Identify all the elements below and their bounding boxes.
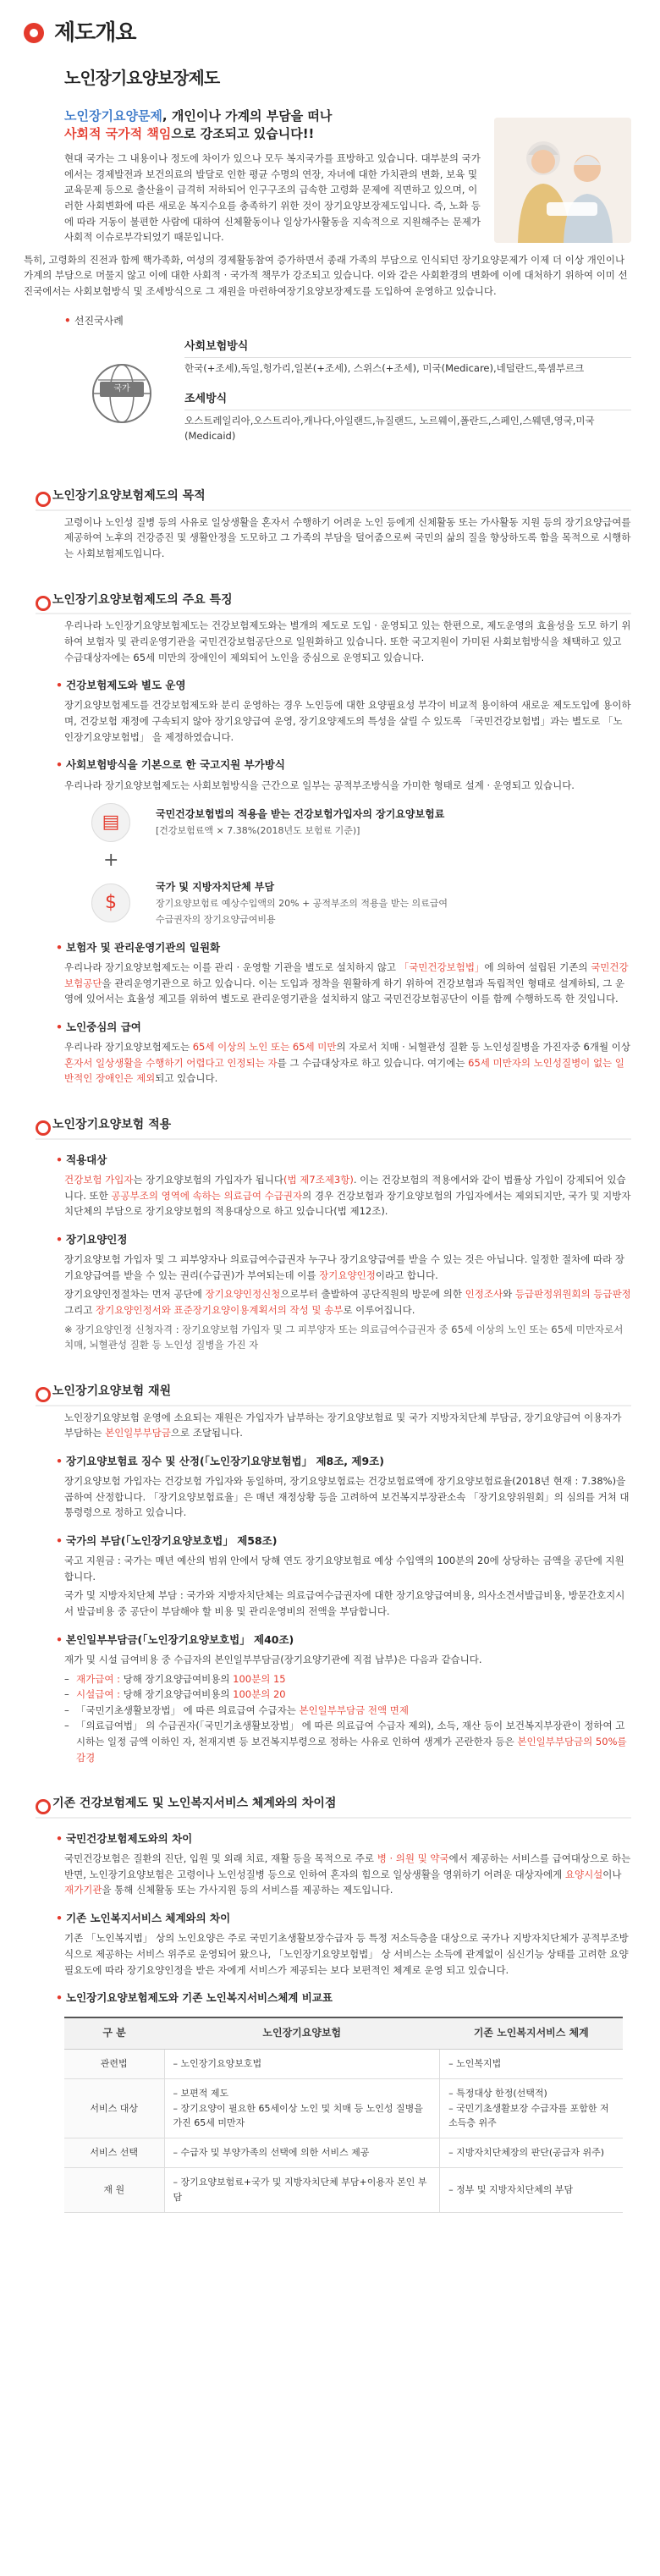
table-cell: 서비스 대상 [64, 2078, 164, 2138]
subsection-heading: • 장기요양보험료 징수 및 산정(「노인장기요양보험법」 제8조, 제9조) [56, 1454, 384, 1467]
cell-line: – 노인복지법 [448, 2057, 502, 2069]
list-item: – 시설급여 : 당해 장기요양급여비용의 100분의 20 [64, 1687, 631, 1703]
subsection-heading: • 노인중심의 급여 [56, 1020, 141, 1033]
funding-formula: ▤ 국민건강보험법의 적용을 받는 건강보험가입자의 장기요양보험료 [건강보험료액 × 7.38%(2018년도 보험료 기준)] + $ 국가 및 지방자치단체 부담 장기요양보험료 예상수입액의 20% + 공적부조의 적용을 받는 의료급여 수급권자의 장기요양급여비용 [91, 803, 631, 927]
features-section: 노인장기요양보험제도의 주요 특징 우리나라 노인장기요양보험제도는 건강보험제도와는 별개의 제도로 도입 · 운영되고 있는 한편으로, 제도운영의 효율성을 도모 하기 위하여 보험자 및 관리운영기관을 국민건강보험공단으로 일원화하고 있습니다. 또한 국고지원이 가미된 사회보험방식을 채택하고 있고 수급대상자에는 65세 미만의 장애인이 제외되어 노인을 중심으로 운영되고 있습니다. • 건강보험제도와 별도 운영 장기요양보험제도를 건강보험제도와 분리 운영하는 경우 노인등에 대한 요양필요성 부각이 비교적 용이하여 새로운 제도도입에 용이하며, 건강보험 재정에 구속되지 않아 장기요양급여 운영, 장기요양제도의 특성을 살릴 수 있도록 「국민건강보험법」과는 별도로 「노인장기요양보험법」 을 제정하였습니다. • 사회보험방식을 기본으로 한 국고지원 부가방식 우리나라 장기요양보험제도는 사회보험방식을 근간으로 일부는 공적부조방식을 가미한 형태로 설계 · 운영되고 있습니다. ▤ 국민건강보험법의 적용을 받는 건강보험가입자의 장기요양보험료 [건강보험료액 × 7.38%(2018년도 보험료 기준)] + $ 국가 및 지방자치단체 부담 장기요양보험료 예상수입액의 20% + 공적부조의 적용을 받는 의료급여 수급권자의 장기요양급여비용 • 보험자 및 관리운영기관의 일원화 우리나라 장기요양보험제도는 이를 관리 · 운영할 기관을 별도로 설치하지 않고 「국민건강보험법」에 의하여 설립된 기존의 국민건강보험공단을 관리운영기관으로 하고 있습니다. 이는 도입과 정착을 원활하게 하기 위하여 건강보험과 독립적인 형태로 설계하되, 그 운영에 있어서는 효율성 제고를 위하여 별도로 관리운영기관을 설치하지 않고 국민건강보험공단이 이를 함께 수행하도록 한 것입니다. • 노인중심의 급여 우리나라 장기요양보험제도는 65세 이상의 노인 또는 65세 미만의 자로서 치매 · 뇌혈관성 질환 등 노인성질병을 가진자중 6개월 이상 혼자서 일상생활을 수행하기 어렵다고 인정되는 자를 그 수급대상자로 하고 있습니다. 여기에는 65세 미만자의 노인성질병이 없는 일반적인 장애인은 제외되고 있습니다. [24, 591, 631, 1087]
table-cell [164, 2167, 440, 2212]
list-item: – 「국민기초생활보장법」 에 따른 의료급여 수급자는 본인일부부담금 전액 면제 [64, 1703, 631, 1719]
cell-line: – 노인장기요양보호법 [173, 2057, 262, 2069]
intro-block [64, 101, 631, 245]
cell-line: – 정부 및 지방자치단체의 부담 [448, 2183, 574, 2195]
target-icon [24, 23, 44, 43]
cell-line: – 장기요양이 필요한 65세이상 노인 및 치매 등 노인성 질병을 가진 65세 미만자 [173, 2102, 423, 2129]
table-header: 기존 노인복지서비스 체계 [440, 2017, 623, 2049]
page-title: 제도개요 [54, 20, 136, 46]
intro-paragraph-2: 특히, 고령화의 진전과 함께 핵가족화, 여성의 경제활동참여 증가하면서 종래 가족의 부담으로 인식되던 장기요양문제가 이제 더 이상 개인이나 가계의 부담으로 머물지 않고 이에 대한 사회적 · 국가적 책무가 강조되고 있습니다. 이와 같은 사회환경의 변화에 이에 대처하기 위하여 이미 선진국에서는 사회보험방식 및 조세방식으로 그 재원을 마련하여장기요양보장제도를 도입하여 운영하고 있습니다. [24, 253, 628, 297]
cell-line: – 지방자치단체장의 판단(공급자 위주) [448, 2147, 605, 2159]
section-heading: 노인장기요양보험제도의 목적 [36, 487, 631, 511]
table-header: 노인장기요양보험 [164, 2017, 440, 2049]
globe-caption: 국가 [100, 382, 144, 397]
cell-line: – 특정대상 한정(선택적) [448, 2087, 547, 2099]
tax-mode: 조세방식 오스트레일리아,오스트리아,캐나다,아일랜드,뉴질랜드, 노르웨이,폴란드,스페인,스웨덴,영국,미국(Medicaid) [184, 390, 631, 444]
apply-section: 노인장기요양보험 적용 • 적용대상 건강보험 가입자는 장기요양보험의 가입자가 됩니다(법 제7조제3항). 이는 건강보험의 적용에서와 같이 법률상 가입이 강제되어 있습니다. 또한 공공부조의 영역에 속하는 의료급여 수급권자의 경우 건강보험과 장기요양보험의 가입자에서는 제외되지만, 국가 및 지방자치단체의 부담으로 장기요양보험의 적용대상으로 하고 있습니다(법 제12조). • 장기요양인정 장기요양보험 가입자 및 그 피부양자나 의료급여수급권자 누구나 장기요양급여를 받을 수 있는 것은 아닙니다. 일정한 절차에 따라 장기요양급여를 받을 수 있는 권리(수급권)가 부여되는데 이를 장기요양인정이라고 합니다. 장기요양인정절차는 먼저 공단에 장기요양인정신청으로부터 출발하여 공단직원의 방문에 의한 인정조사와 등급판정위원회의 등급판정 그리고 장기요양인정서와 표준장기요양이용계획서의 작성 및 송부로 이루어집니다. ※ 장기요양인정 신청자격 : 장기요양보험 가입자 및 그 피부양자 또는 의료급여수급권자 중 65세 이상의 노인 또는 65세 미만자로서 치매, 뇌혈관성 질환 등 노인성 질병을 가진 자 [24, 1115, 631, 1353]
purpose-section: 노인장기요양보험제도의 목적 고령이나 노인성 질병 등의 사유로 일상생활을 혼자서 수행하기 어려운 노인 등에게 신체활동 또는 가사활동 지원 등의 장기요양급여를 제공하여 노후의 건강증진 및 생활안정을 도모하고 그 가족의 부담을 덜어줌으로써 국민의 삶의 질을 향상하도록 함을 목적으로 시행하는 사회보험제도입니다. [24, 487, 631, 562]
plus-sign: + [103, 850, 119, 872]
intro-title: 노인장기요양보장제도 [64, 68, 220, 89]
copay-list [64, 1671, 631, 1766]
subsection-heading: • 사회보험방식을 기본으로 한 국고지원 부가방식 [56, 758, 285, 772]
subsection-heading: • 적용대상 [56, 1153, 107, 1166]
table-row [64, 2167, 623, 2212]
table-cell: 서비스 선택 [64, 2138, 164, 2168]
subsection-heading: • 국민건강보험제도와의 차이 [56, 1831, 193, 1845]
table-cell [440, 2049, 623, 2078]
section-heading: 노인장기요양보험제도의 주요 특징 [36, 591, 631, 615]
table-cell: 관련법 [64, 2049, 164, 2078]
section-heading: 노인장기요양보험 재원 [36, 1382, 631, 1406]
subsection-heading: • 기존 노인복지서비스 체계와의 차이 [56, 1912, 231, 1925]
table-cell [440, 2138, 623, 2168]
cell-line: – 장기요양보험료+국가 및 지방자치단체 부담+이용자 본인 부담 [173, 2176, 427, 2203]
cell-line: – 보편적 제도 [173, 2087, 229, 2099]
list-item: – 「의료급여법」 의 수급권자(「국민기초생활보장법」 에 따른 의료급여 수급자 제외), 소득, 재산 등이 보건복지부장관이 정하여 고시하는 일정 금액 이하인 자, 천재지변 등 보건복지부령으로 정하는 사유로 인하여 생계가 곤란한자 등은 본인일부부담금의 50%를 감경 [64, 1718, 631, 1765]
table-row [64, 2078, 623, 2138]
finance-section: 노인장기요양보험 재원 노인장기요양보험 운영에 소요되는 재원은 가입자가 납부하는 장기요양보험료 및 국가 지방자치단체 부담금, 장기요양급여 이용자가 부담하는 본인일부부담금으로 조달됩니다. • 장기요양보험료 징수 및 산정(「노인장기요양보험법」 제8조, 제9조) 장기요양보험 가입자는 건강보험 가입자와 동일하며, 장기요양보험료는 건강보험료액에 장기요양보험료율(2018년 현재 : 7.38%)을 곱하여 산정합니다. 「장기요양보험료율」은 매년 재정상황 등을 고려하여 보건복지부장관소속 「장기요양위원회」의 심의를 거쳐 대통령령으로 정하고 있습니다. • 국가의 부담(「노인장기요양보호법」 제58조) 국고 지원금 : 국가는 매년 예산의 범위 안에서 당해 연도 장기요양보험료 예상 수입액의 100분의 20에 상당하는 금액을 공단에 지원합니다. 국가 및 지방자치단체 부담 : 국가와 지방자치단체는 의료급여수급권자에 대한 장기요양급여비용, 의사소견서발급비용, 방문간호지시서 발급비용 중 공단이 부담해야 할 비용 및 관리운영비의 전액을 부담합니다. • 본인일부부담금(「노인장기요양보호법」 제40조) 재가 및 시설 급여비용 중 수급자의 본인일부부담금(장기요양기관에 직접 납부)은 다음과 같습니다. – 재가급여 : 당해 장기요양급여비용의 100분의 15 – 시설급여 : 당해 장기요양급여비용의 100분의 20 – 「국민기초생활보장법」 에 따른 의료급여 수급자는 본인일부부담금 전액 면제 – 「의료급여법」 의 수급권자(「국민기초생활보장법」 에 따른 의료급여 수급자 제외), 소득, 재산 등이 보건복지부장관이 정하여 고시하는 일정 금액 이하인 자, 천재지변 등 보건복지부령으로 정하는 사유로 인하여 생계가 곤란한자 등은 본인일부부담금의 50%를 감경 [24, 1382, 631, 1765]
advanced-cases [91, 338, 631, 458]
table-cell: 재 원 [64, 2167, 164, 2212]
table-cell [440, 2167, 623, 2212]
section-heading: 기존 건강보험제도 및 노인복지서비스 체계와의 차이점 [36, 1794, 631, 1819]
subsection-heading: • 국가의 부담(「노인장기요양보호법」 제58조) [56, 1533, 278, 1547]
subsection-heading: • 노인장기요양보험제도와 기존 노인복지서비스체계 비교표 [56, 1991, 333, 2005]
list-item: – 재가급여 : 당해 장기요양급여비용의 100분의 15 [64, 1671, 631, 1687]
table-cell [164, 2138, 440, 2168]
table-row [64, 2138, 623, 2168]
document-icon: ▤ [91, 803, 130, 842]
cell-line: – 국민기초생활보장 수급자를 포함한 저소득층 위주 [448, 2102, 609, 2129]
table-cell [164, 2049, 440, 2078]
compare-section: 기존 건강보험제도 및 노인복지서비스 체계와의 차이점 • 국민건강보험제도와의 차이 국민건강보험은 질환의 진단, 입원 및 외래 치료, 재활 등을 목적으로 주로 병 · 의원 및 약국에서 제공하는 서비스를 급여대상으로 하는 반면, 노인장기요양보험은 고령이나 노인성질병 등으로 인하여 혼자의 힘으로 일상생활을 영위하기 어려운 대상자에게 요양시설이나 재가기관을 통해 신체활동 또는 가사지원 등의 서비스를 제공하는 제도입니다. • 기존 노인복지서비스 체계와의 차이 기존 「노인복지법」 상의 노인요양은 주로 국민기초생활보장수급자 등 특정 저소득층을 대상으로 국가나 지방자치단체가 공적부조방식으로 제공하는 서비스 위주로 운영되어 왔으나, 「노인장기요양보험법」 상 서비스는 소득에 관계없이 심신기능 상태를 고려한 요양필요도에 따라 장기요양인정을 받은 자에게 서비스가 제공되는 보다 보편적인 체계로 운영 되고 있습니다. • 노인장기요양보험제도와 기존 노인복지서비스체계 비교표 구 분 노인장기요양보험 기존 노인복지서비스 체계 관련법 – 노인장기요양보호법 – 노인복지법 서비스 대상 – 보편적 제도 – 장기요양이 필요한 65세이상 노인 및 치매 등 노인성 질병을 가진 65세 미만자 – 특정대상 한정(선택적) – 국민기초생활보장 수급자를 포함한 저소득층 위주 서비스 선택 – 수급자 및 부양가족의 선택에 의한 서비스 제공 – 지방자치단체장의 판단(공급자 위주) 재 원 – 장기요양보험료+국가 및 지방자치단체 부담+이용자 본인 부담 – 정부 및 지방자치단체의 부담 [24, 1794, 631, 2212]
subsection-heading: • 장기요양인정 [56, 1232, 128, 1246]
subsection-heading: • 본인일부부담금(「노인장기요양보호법」 제40조) [56, 1632, 294, 1646]
table-cell [440, 2078, 623, 2138]
comparison-table [64, 2017, 623, 2212]
subsection-heading: • 보험자 및 관리운영기관의 일원화 [56, 940, 221, 954]
table-row [64, 2049, 623, 2078]
subsection-heading: • 건강보험제도와 별도 운영 [56, 679, 186, 692]
section-heading: 노인장기요양보험 적용 [36, 1115, 631, 1140]
advanced-label: • 선진국사례 [64, 314, 124, 327]
table-cell [164, 2078, 440, 2138]
intro-tagline: 노인장기요양문제, 개인이나 가계의 부담을 떠나 사회적 국가적 책임으로 강조되고 있습니다!! [64, 107, 333, 142]
intro-paragraph-1: 현대 국가는 그 내용이나 정도에 차이가 있으나 모두 복지국가를 표방하고 있습니다. 대부분의 국가에서는 경제발전과 보건의료의 발달로 인한 평균 수명의 연장, 자녀에 대한 가치관의 변화, 보육 및 교육문제 등으로 출산율이 급격히 저하되어 인구구조의 급속한 고령화 문제에 직면하고 있으며, 이러한 사회변화에 따른 새로운 복지수요를 충족하기 위한 것이 장기요양보장제도입니다. 즉, 노화 등에 따라 거동이 불편한 사람에 대하여 신체활동이나 일상가사활동을 지속적으로 지원해주는 문제가 사회적 이슈로부각되었기 때문입니다. [64, 152, 481, 244]
elderly-couple-photo [494, 118, 631, 243]
social-insurance-mode: 사회보험방식 한국(+조세),독일,헝가리,일본(+조세), 스위스(+조세), 미국(Medicare),네덜란드,룩셈부르크 [184, 338, 631, 377]
table-header: 구 분 [64, 2017, 164, 2049]
cell-line: – 수급자 및 부양가족의 선택에 의한 서비스 제공 [173, 2147, 370, 2159]
page-header [24, 15, 631, 51]
dollar-icon: $ [91, 883, 130, 922]
